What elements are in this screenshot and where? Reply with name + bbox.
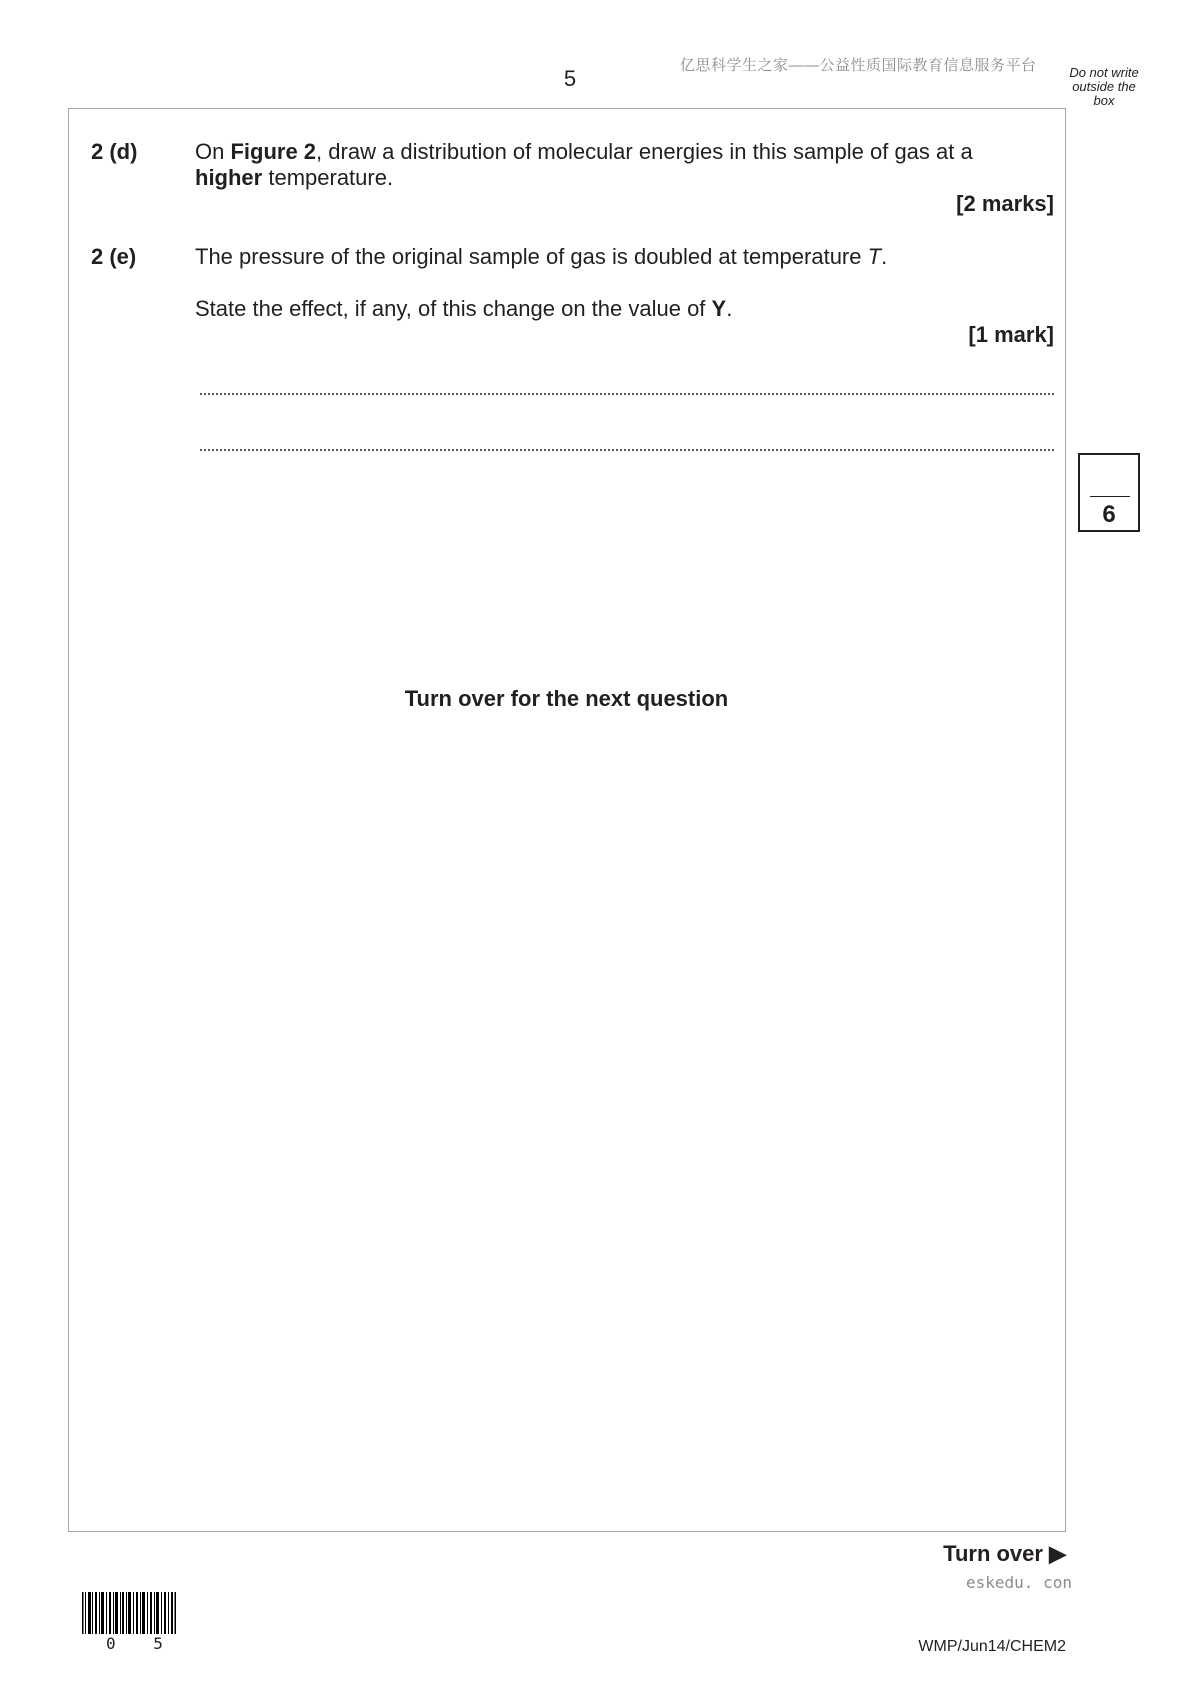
question-2e-line1 (195, 244, 1055, 270)
question-number-2e: 2 (e) (91, 244, 137, 269)
turn-over-label: Turn over ▶ (943, 1541, 1066, 1566)
score-value: 6 (1102, 501, 1116, 528)
score-box-rule (1090, 496, 1130, 497)
barcode-number: 0 5 (106, 1634, 177, 1653)
marks-2e: [1 mark] (968, 322, 1054, 347)
marks-2d: [2 marks] (956, 191, 1054, 216)
paper-code: WMP/Jun14/CHEM2 (918, 1638, 1066, 1655)
page-number: 5 (563, 66, 577, 91)
question-text-part: . (881, 244, 888, 269)
turn-over-note: Turn over for the next question (404, 686, 729, 711)
question-text-part: On (195, 139, 231, 164)
variable-t: T (867, 244, 882, 269)
question-text-part: temperature. (262, 165, 394, 190)
margin-note: Do not write outside the box (1069, 65, 1139, 108)
watermark-header: 亿思科学生之家——公益性质国际教育信息服务平台 (680, 57, 1037, 74)
question-text-part: State the effect, if any, of this change on the value of (195, 296, 712, 321)
variable-y: Y (711, 296, 727, 321)
score-box (1078, 453, 1140, 532)
question-2e-line2 (195, 296, 1055, 322)
answer-line-2[interactable] (200, 449, 1054, 451)
figure-reference: Figure 2 (230, 139, 317, 164)
question-text-part: , draw a distribution of molecular energies in this sample of gas at a (316, 139, 973, 164)
question-number-2d: 2 (d) (91, 139, 138, 164)
question-text-part: The pressure of the original sample of gas is doubled at temperature (195, 244, 868, 269)
question-2d-text (195, 139, 1055, 191)
emphasis-higher: higher (195, 165, 263, 190)
watermark-footer: eskedu. con (966, 1573, 1072, 1592)
answer-line-1[interactable] (200, 393, 1054, 395)
barcode-icon (82, 1592, 176, 1634)
question-text-part: . (726, 296, 733, 321)
